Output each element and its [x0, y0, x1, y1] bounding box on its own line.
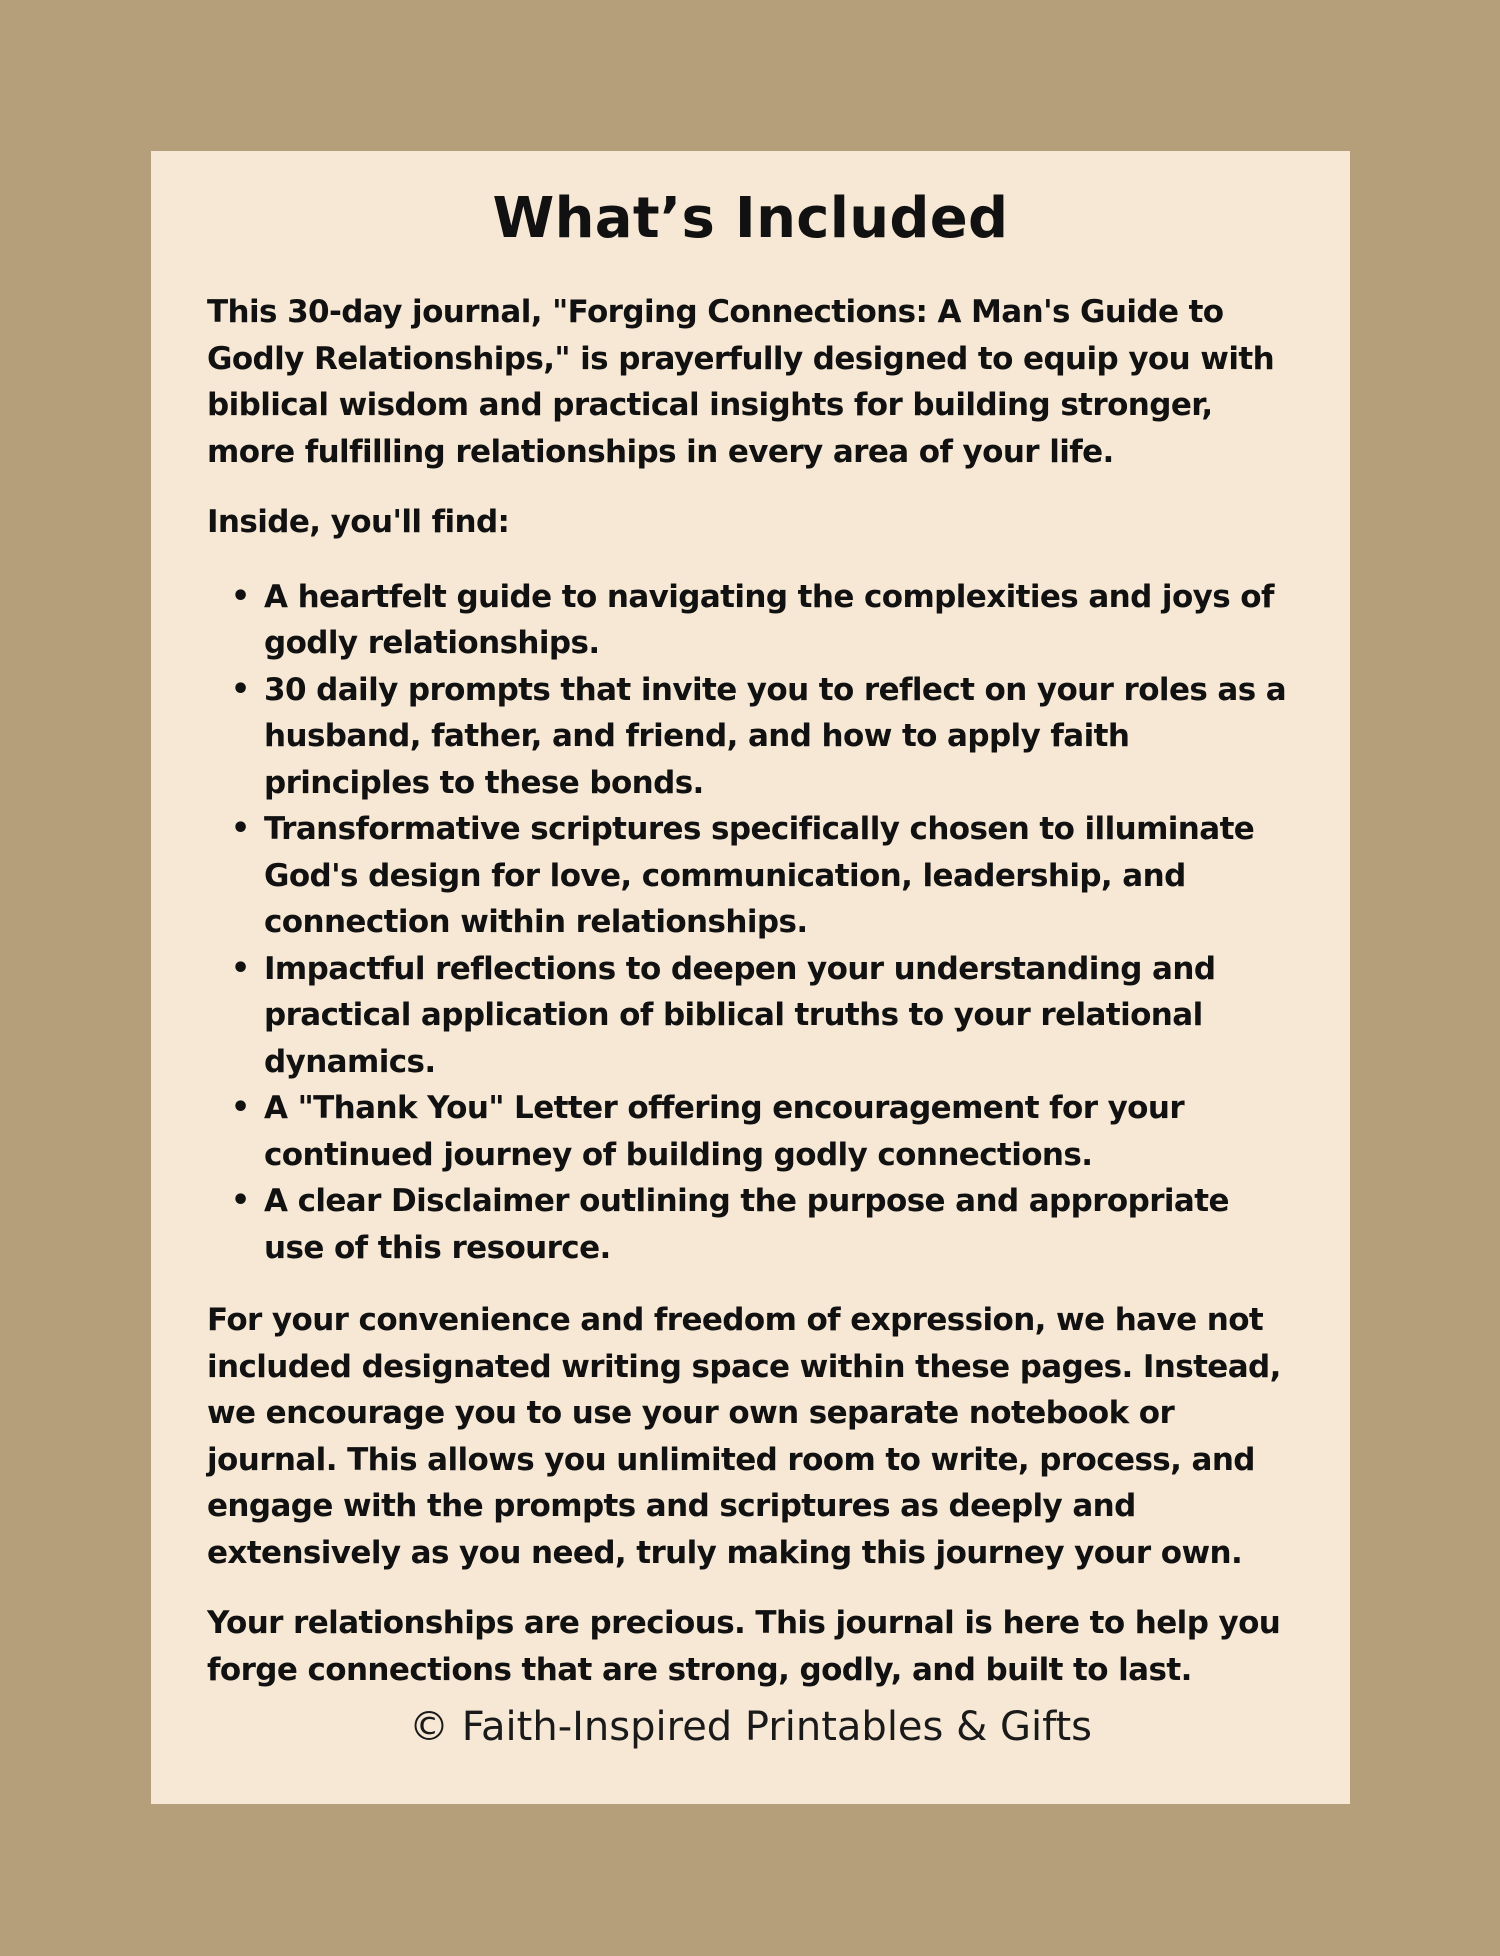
- list-item: [207, 1085, 1294, 1178]
- closing-paragraph: Your relationships are precious. This journal is here to help you forge connections that are strong, godly, and built to last.: [207, 1605, 1281, 1688]
- list-item: [207, 574, 1294, 667]
- inside-heading: Inside, you'll find:: [207, 504, 510, 540]
- list-item: [207, 806, 1294, 946]
- bullet-icon: •: [231, 811, 250, 846]
- bullet-icon: •: [231, 1183, 250, 1218]
- page-title: What’s Included: [492, 186, 1009, 251]
- bullet-icon: •: [231, 1090, 250, 1125]
- list-item-text: A heartfelt guide to navigating the complexities and joys of godly relationships.: [264, 578, 1274, 661]
- intro-paragraph: This 30-day journal, "Forging Connections: A Man's Guide to Godly Relationships," is prayerfully designed to equip you with biblical wisdom and practical insights for building stronger, more fulfilling relationships in every area of your life.: [207, 294, 1275, 470]
- list-item-text: A clear Disclaimer outlining the purpose and appropriate use of this resource.: [264, 1183, 1229, 1266]
- bullet-icon: •: [231, 950, 250, 986]
- list-item-text: Transformative scriptures specifically chosen to illuminate God's design for love, communication, leadership, and connection within relationships.: [264, 811, 1255, 940]
- bullet-icon: •: [231, 578, 250, 614]
- list-item-text: Impactful reflections to deepen your understanding and practical application of biblical truths to your relational dynamics.: [264, 950, 1216, 1080]
- convenience-paragraph: For your convenience and freedom of expression, we have not included designated writing space within these pages. Instead, we encourage you to use your own separate notebook or journal. This allows you unlimited room to write, process, and engage with the prompts and scriptures as deeply and extensively as you need, truly making this journey your own.: [207, 1302, 1281, 1571]
- list-item-text: 30 daily prompts that invite you to reflect on your roles as a husband, father, and friend, and how to apply faith principles to these bonds.: [264, 671, 1287, 801]
- content-card: [151, 151, 1350, 1804]
- list-item: [207, 1178, 1294, 1271]
- list-item: [207, 667, 1294, 807]
- bullet-icon: •: [231, 671, 250, 707]
- copyright-footer: © Faith-Inspired Printables & Gifts: [408, 1704, 1093, 1750]
- list-item-text: A "Thank You" Letter offering encouragement for your continued journey of building godly connections.: [264, 1090, 1185, 1173]
- list-item: [207, 946, 1294, 1086]
- included-list: [207, 574, 1294, 1272]
